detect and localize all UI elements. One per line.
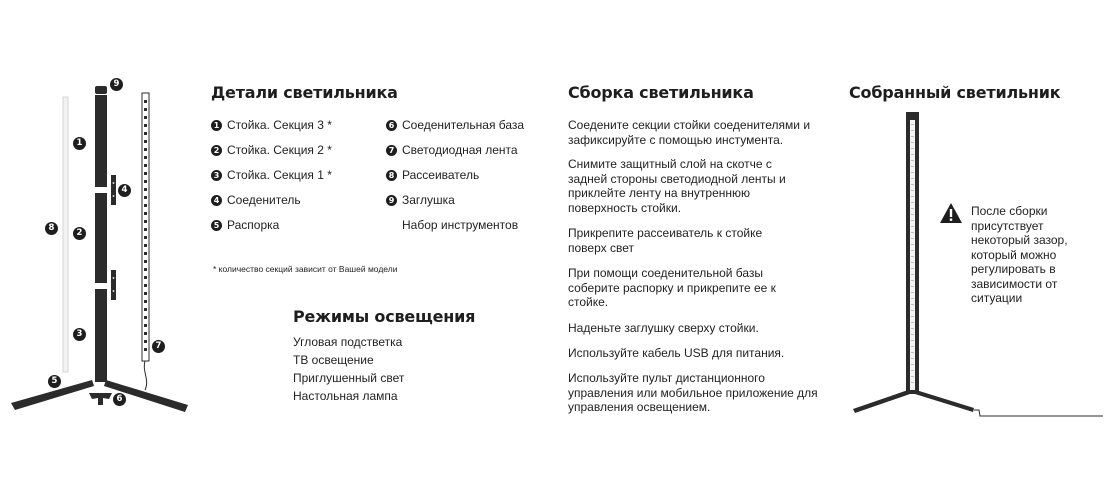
led-chip: [144, 124, 147, 127]
pole-led-mark: [911, 298, 914, 299]
parts-item-2: [211, 143, 332, 157]
pole-led-mark: [911, 370, 914, 371]
modes-list: [293, 333, 404, 405]
parts-item-label: Набор инструментов: [402, 218, 519, 232]
parts-item-label: Заглушка: [402, 193, 455, 207]
assembly-gap-note: После сборки присутствует некоторый зазор, который можно регулировать в зависимости от ситуации: [971, 204, 1068, 305]
parts-item-label: Рассеиватель: [402, 168, 480, 182]
led-chip: [144, 108, 147, 111]
pole-led-mark: [911, 202, 914, 203]
pole-led-mark: [911, 286, 914, 287]
callout-2: 2: [73, 227, 86, 240]
pole-led-mark: [911, 346, 914, 347]
parts-item-3: [211, 168, 332, 182]
led-chip: [144, 348, 147, 351]
led-chip: [144, 196, 147, 199]
pole-led-mark: [911, 322, 914, 323]
led-chip: [144, 308, 147, 311]
parts-item-toolkit: [386, 218, 518, 232]
pole-led-mark: [911, 244, 914, 245]
pole-led-mark: [911, 172, 914, 173]
led-chip: [144, 148, 147, 151]
mode-item: Приглушенный свет: [293, 371, 405, 385]
section-3-part: [95, 95, 107, 187]
pole-led-mark: [911, 124, 914, 125]
connector-part-lower: [111, 270, 116, 300]
pole-led-mark: [911, 364, 914, 365]
led-chip: [144, 140, 147, 143]
pole-led-mark: [911, 328, 914, 329]
callout-3: 3: [73, 328, 86, 341]
led-chip: [144, 220, 147, 223]
pole-led-mark: [911, 268, 914, 269]
pole-led-mark: [911, 334, 914, 335]
pole-led-mark: [911, 142, 914, 143]
pole-led-mark: [911, 178, 914, 179]
parts-item-label: Соеденительная база: [402, 118, 525, 132]
led-chip: [144, 260, 147, 263]
callout-5: 5: [48, 375, 61, 388]
led-chip: [144, 164, 147, 167]
parts-item-7: [386, 143, 518, 157]
assembly-step-3: Прикрепите рассеиватель к стойке поверх свет: [568, 226, 763, 255]
pole-led-mark: [911, 148, 914, 149]
parts-item-1: [211, 118, 332, 132]
assembly-step-6: Используйте кабель USB для питания.: [568, 346, 785, 360]
led-chip: [144, 284, 147, 287]
end-cap-part: [95, 86, 107, 94]
assembly-step-1: Соедените секции стойки соеденителями и зафиксируйте с помощью инстумента.: [568, 118, 811, 147]
pole-led-mark: [911, 166, 914, 167]
pole-led-mark: [911, 220, 914, 221]
mode-item: Угловая подстветка: [293, 335, 403, 349]
pole-led-mark: [911, 238, 914, 239]
led-chip: [144, 204, 147, 207]
pole-led-mark: [911, 274, 914, 275]
number-badge: 9: [386, 195, 397, 206]
led-chip: [144, 156, 147, 159]
led-chip: [144, 100, 147, 103]
parts-item-8: [386, 168, 479, 182]
led-chip: [144, 236, 147, 239]
number-badge: 2: [211, 145, 222, 156]
pole-led-mark: [911, 250, 914, 251]
pole-led-mark: [911, 184, 914, 185]
assembly-title: Сборка светильника: [568, 83, 754, 102]
led-chip: [144, 116, 147, 119]
pole-led-mark: [911, 316, 914, 317]
pole-led-mark: [911, 262, 914, 263]
diffuser-part: [63, 97, 68, 372]
number-badge: 4: [211, 195, 222, 206]
led-chip: [144, 252, 147, 255]
led-chip: [144, 324, 147, 327]
number-badge: 3: [211, 170, 222, 181]
parts-item-9: [386, 193, 455, 207]
led-chip: [144, 180, 147, 183]
pole-led-mark: [911, 154, 914, 155]
pole-led-mark: [911, 280, 914, 281]
parts-item-label: Стойка. Секция 2 *: [227, 143, 332, 157]
parts-item-label: Светодиодная лента: [402, 143, 518, 157]
parts-item-4: [211, 193, 301, 207]
pole-led-mark: [911, 304, 914, 305]
pole-led-mark: [911, 160, 914, 161]
callout-1: 1: [73, 137, 86, 150]
pole-led-mark: [911, 358, 914, 359]
section-1-part: [95, 289, 107, 382]
number-badge: 8: [386, 170, 397, 181]
pole-led-mark: [911, 190, 914, 191]
callout-9: 9: [110, 78, 123, 91]
led-chip: [144, 340, 147, 343]
pole-led-mark: [911, 352, 914, 353]
exploded-parts-diagram: [0, 0, 200, 479]
led-chip: [144, 132, 147, 135]
pole-led-mark: [911, 136, 914, 137]
led-chip: [144, 268, 147, 271]
parts-item-label: Стойка. Секция 3 *: [227, 118, 332, 132]
parts-item-6: [386, 118, 524, 132]
callout-6: 6: [113, 393, 126, 406]
assembly-step-7: Используйте пульт дистанционного управления или мобильное приложение для управления освещением.: [568, 371, 818, 414]
modes-title: Режимы освещения: [293, 307, 476, 326]
parts-item-label: Распорка: [227, 218, 280, 232]
pole-led-mark: [911, 376, 914, 377]
lamp-leg-left: [853, 390, 910, 413]
section-2-part: [95, 193, 107, 283]
led-chip: [144, 292, 147, 295]
parts-item-5: [211, 218, 279, 232]
mode-item: ТВ освещение: [293, 353, 374, 367]
parts-footnote: * количество секций зависит от Вашей модели: [213, 264, 398, 274]
pole-led-mark: [911, 382, 914, 383]
led-chip: [144, 244, 147, 247]
assembly-step-5: Наденьте заглушку сверху стойки.: [568, 321, 759, 335]
parts-item-label: Соеденитель: [227, 193, 301, 207]
pole-led-mark: [911, 232, 914, 233]
pole-led-mark: [911, 292, 914, 293]
pole-led-mark: [911, 256, 914, 257]
parts-title: Детали светильника: [211, 83, 398, 102]
led-chip: [144, 276, 147, 279]
pole-led-mark: [911, 208, 914, 209]
pole-led-mark: [911, 226, 914, 227]
callout-4: 4: [118, 184, 131, 197]
led-chip: [144, 228, 147, 231]
pole-led-mark: [911, 310, 914, 311]
led-chip: [144, 316, 147, 319]
warning-triangle-icon: [939, 202, 963, 224]
led-strip-cable: [144, 361, 146, 390]
callout-7: 7: [152, 340, 165, 353]
parts-item-label: Стойка. Секция 1 *: [227, 168, 332, 182]
assembled-title: Собранный светильник: [849, 83, 1061, 102]
pole-led-mark: [911, 214, 914, 215]
led-chip: [144, 172, 147, 175]
assembly-step-2: Снимите защитный слой на скотче с задней стороны светодиодной ленты и приклейте ленту на внутреннюю поверхность стойки.: [568, 157, 786, 215]
callout-8: 8: [45, 222, 58, 235]
number-badge: 5: [211, 220, 222, 231]
led-chip: [144, 188, 147, 191]
lamp-leg-right: [915, 390, 974, 412]
usb-cable: [974, 410, 1103, 416]
led-chip: [144, 332, 147, 335]
led-chip: [144, 300, 147, 303]
pole-led-mark: [911, 130, 914, 131]
led-chip: [144, 212, 147, 215]
assembly-step-4: При помощи соеденительной базы соберите распорку и прикрепите ее к стойке.: [568, 266, 776, 309]
pole-led-mark: [911, 196, 914, 197]
mode-item: Настольная лампа: [293, 389, 398, 403]
number-badge: 7: [386, 145, 397, 156]
pole-led-mark: [911, 340, 914, 341]
number-badge: 1: [211, 120, 222, 131]
number-badge: 6: [386, 120, 397, 131]
connector-part-upper: [111, 175, 116, 205]
connecting-base-part: [89, 393, 112, 405]
